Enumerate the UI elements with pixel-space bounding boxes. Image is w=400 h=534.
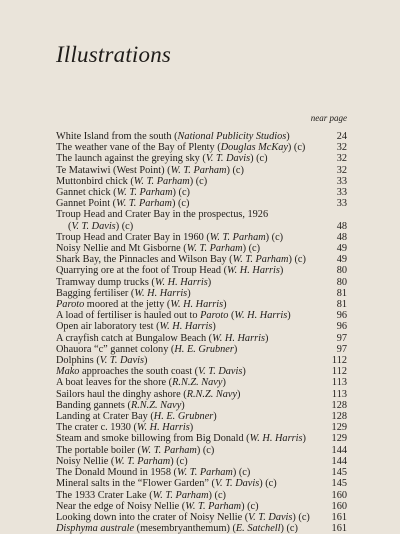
entry-caption	[56, 445, 214, 456]
entry-caption	[56, 176, 207, 187]
entry-caption	[56, 131, 290, 142]
entry-page-number: 161	[331, 523, 347, 534]
entry-page-number: 113	[331, 377, 347, 389]
caption-text: )	[286, 131, 290, 142]
entry-caption	[56, 142, 305, 153]
caption-text: ) (c)	[280, 523, 298, 534]
caption-text: )	[223, 299, 227, 311]
caption-text: ) (c)	[232, 467, 251, 479]
caption-text: Open air laboratory test (	[56, 321, 160, 333]
illustration-entry	[56, 243, 347, 254]
entry-page-number: 144	[331, 455, 347, 467]
italic-text: W. H. Harris	[227, 265, 280, 277]
italic-text: Paroto	[56, 299, 85, 311]
italic-text: W. H. Harris	[159, 321, 213, 333]
italic-text: V. T. Davis	[248, 511, 293, 523]
entry-page-number: 145	[331, 467, 347, 479]
illustrations-list	[56, 131, 347, 534]
illustration-entry	[56, 232, 347, 243]
caption-text: Te Matawiwi (West Point) (	[56, 164, 171, 176]
illustration-entry	[56, 366, 347, 377]
illustration-entry	[56, 153, 347, 164]
caption-text: Sailors haul the dinghy ashore (	[56, 388, 187, 400]
caption-text: )	[237, 388, 241, 400]
illustration-entry	[56, 288, 347, 299]
caption-text: )	[144, 355, 148, 367]
caption-text: ) (c)	[250, 153, 268, 165]
italic-text: V. T. Davis	[99, 355, 145, 367]
caption-text: ) (c)	[259, 478, 277, 490]
illustration-entry	[56, 377, 347, 388]
illustration-entry	[56, 433, 347, 444]
entry-caption	[56, 153, 268, 164]
illustration-entry	[56, 344, 347, 355]
illustration-entry	[56, 131, 347, 142]
entry-page-number: 113	[331, 388, 347, 400]
entry-page-number: 48	[336, 231, 347, 243]
caption-text: )	[222, 377, 226, 389]
italic-text: W. T. Parham	[176, 467, 233, 479]
caption-text: Gannet Point (	[56, 198, 117, 210]
illustration-entry	[56, 165, 347, 176]
entry-caption	[56, 501, 259, 512]
entry-caption	[56, 321, 216, 332]
illustration-entry	[56, 523, 347, 534]
entry-page-number	[343, 209, 347, 220]
italic-text: W. T. Parham	[170, 164, 227, 176]
caption-text: A boat leaves for the shore (	[56, 377, 173, 389]
italic-text: R.N.Z. Navy	[172, 377, 223, 389]
caption-text: Bagging fertiliser (	[56, 287, 135, 299]
italic-text: W. T. Parham	[133, 175, 190, 187]
illustration-entry	[56, 355, 347, 366]
entry-page-number: 81	[336, 299, 347, 311]
italic-text: H. E. Grubner	[174, 343, 234, 355]
entry-page-number: 33	[336, 175, 347, 187]
caption-text: The portable boiler (	[56, 444, 141, 456]
entry-caption	[56, 411, 217, 422]
caption-text: ) (c)	[171, 198, 190, 210]
illustration-entry	[56, 142, 347, 153]
entry-page-number: 96	[336, 310, 347, 322]
near-page-header: near page	[310, 113, 347, 123]
caption-text: The Donald Mound in 1958 (	[56, 467, 177, 479]
caption-text: White Island from the south (	[56, 131, 178, 142]
entry-page-number: 96	[336, 321, 347, 333]
caption-text: ) (c)	[170, 455, 188, 467]
illustration-entry	[56, 310, 347, 321]
caption-text: )	[212, 321, 216, 333]
entry-page-number: 129	[331, 422, 347, 434]
italic-text: V. T. Davis	[205, 153, 251, 165]
illustration-entry	[56, 198, 347, 209]
entry-page-number: 112	[331, 355, 347, 367]
entry-page-number: 48	[336, 220, 347, 232]
entry-caption	[56, 277, 211, 288]
italic-text: W. H. Harris	[212, 332, 265, 344]
entry-caption	[56, 221, 133, 232]
illustration-entry	[56, 333, 347, 344]
entry-page-number: 128	[331, 399, 347, 411]
entry-caption	[56, 456, 188, 467]
entry-caption	[56, 187, 190, 198]
illustration-entry	[56, 422, 347, 433]
italic-text: W. T. Parham	[186, 243, 243, 255]
italic-text: W. T. Parham	[114, 455, 171, 467]
italic-text: Paroto	[200, 310, 229, 322]
entry-caption	[56, 366, 246, 377]
caption-text: )	[187, 287, 191, 299]
entry-page-number: 112	[331, 366, 347, 378]
caption-text: )	[189, 422, 194, 434]
entry-page-number: 97	[336, 332, 347, 344]
entry-page-number: 80	[336, 276, 347, 288]
caption-text: )	[264, 332, 269, 344]
entry-caption	[56, 478, 277, 489]
entry-caption	[56, 344, 237, 355]
caption-text: Mineral salts in the “Flower Garden” (	[56, 478, 215, 490]
illustration-entry	[56, 321, 347, 332]
italic-text: W. T. Parham	[152, 489, 209, 501]
italic-text: Mako	[56, 366, 80, 378]
entry-page-number: 32	[336, 153, 347, 165]
illustration-entry	[56, 478, 347, 489]
entry-caption	[56, 433, 306, 444]
illustration-entry	[56, 221, 347, 232]
illustration-entry	[56, 400, 347, 411]
italic-text: W. T. Parham	[116, 187, 173, 199]
italic-text: W. H. Harris	[234, 310, 288, 322]
entry-page-number: 49	[336, 254, 347, 266]
entry-page-number: 32	[336, 164, 347, 176]
caption-text: ) (c)	[287, 142, 306, 154]
caption-text: Quarrying ore at the foot of Troup Head (	[56, 265, 228, 277]
entry-caption	[56, 288, 191, 299]
caption-text: Near the edge of Noisy Nellie (	[56, 500, 186, 512]
caption-text: ) (c)	[196, 444, 215, 456]
caption-text: moored at the jetty (	[84, 299, 171, 311]
caption-text: )	[279, 265, 284, 277]
caption-text: ) (c)	[208, 489, 226, 501]
entry-page-number: 33	[336, 187, 347, 199]
caption-text: ) (c)	[189, 175, 208, 187]
caption-text: ) (c)	[241, 500, 259, 512]
caption-text: A load of fertiliser is hauled out to	[56, 310, 201, 322]
illustration-entry	[56, 467, 347, 478]
caption-text: A crayfish catch at Bungalow Beach (	[56, 332, 213, 344]
illustration-entry	[56, 445, 347, 456]
entry-page-number: 97	[336, 343, 347, 355]
entry-caption	[56, 243, 260, 254]
entry-caption	[56, 400, 185, 411]
illustration-entry	[56, 512, 347, 523]
entry-caption	[56, 523, 298, 534]
entry-page-number: 161	[331, 511, 347, 523]
illustration-entry	[56, 299, 347, 310]
caption-text: ) (c)	[242, 243, 261, 255]
caption-text: Noisy Nellie and Mt Gisborne (	[56, 243, 187, 255]
italic-text: W. T. Parham	[209, 231, 266, 243]
caption-text: ) (c)	[172, 187, 190, 199]
illustration-entry	[56, 277, 347, 288]
caption-text: Muttonbird chick (	[56, 175, 134, 187]
caption-text: Troup Head and Crater Bay in the prospectus, 1926	[56, 209, 269, 221]
italic-text: R.N.Z. Navy	[130, 399, 182, 411]
italic-text: W. T. Parham	[185, 500, 242, 512]
entry-caption	[56, 467, 250, 478]
entry-caption	[56, 377, 226, 388]
page-title: Illustrations	[56, 42, 172, 67]
illustration-entry	[56, 456, 347, 467]
caption-text: )	[207, 276, 212, 288]
caption-text: Steam and smoke billowing from Big Donald (	[56, 433, 250, 445]
entry-page-number: 24	[336, 131, 347, 142]
caption-text: The launch against the greying sky (	[56, 153, 206, 165]
entry-caption	[56, 389, 240, 400]
italic-text: V. T. Davis	[214, 478, 260, 490]
entry-page-number: 33	[336, 198, 347, 210]
caption-text: ) (c)	[292, 511, 310, 523]
illustration-entry	[56, 490, 347, 501]
caption-text: Banding gannets (	[56, 399, 131, 411]
entry-page-number: 32	[336, 142, 347, 154]
caption-text: Looking down into the crater of Noisy Nellie (	[56, 511, 249, 523]
entry-caption	[56, 299, 227, 310]
caption-text: ) (c)	[265, 231, 284, 243]
italic-text: E. Satchell	[235, 523, 281, 534]
caption-text: )	[242, 366, 246, 378]
italic-text: W. T. Parham	[140, 444, 197, 456]
entry-caption	[56, 254, 306, 265]
italic-text: H. E. Grubner	[153, 411, 214, 423]
illustration-entry	[56, 411, 347, 422]
entry-page-number: 81	[336, 287, 347, 299]
italic-text: Disphyma australe	[56, 523, 135, 534]
italic-text: Douglas McKay	[220, 142, 288, 154]
caption-text: )	[287, 310, 291, 322]
entry-caption	[56, 333, 268, 344]
caption-text: ) (c)	[288, 254, 306, 266]
entry-caption	[56, 310, 291, 321]
caption-text: (	[68, 220, 72, 232]
italic-text: W. T. Parham	[232, 254, 289, 266]
caption-text: Shark Bay, the Pinnacles and Wilson Bay (	[56, 254, 233, 266]
illustration-entry	[56, 254, 347, 265]
italic-text: R.N.Z. Navy	[186, 388, 238, 400]
entry-caption	[56, 165, 244, 176]
entry-caption	[56, 512, 310, 523]
entry-page-number: 128	[331, 411, 347, 423]
entry-page-number: 160	[331, 500, 347, 512]
italic-text: National Publicity Studios	[177, 131, 287, 142]
entry-page-number: 80	[336, 265, 347, 277]
entry-caption	[56, 490, 226, 501]
caption-text: (	[228, 310, 235, 322]
caption-text: Ohauora “c” gannet colony (	[56, 343, 175, 355]
illustration-entry	[56, 265, 347, 276]
entry-page-number: 145	[331, 478, 347, 490]
italic-text: W. H. Harris	[134, 287, 188, 299]
caption-text: The crater c. 1930 (	[56, 422, 137, 434]
caption-text: )	[233, 343, 238, 355]
illustration-entry	[56, 501, 347, 512]
italic-text: W. H. Harris	[249, 433, 303, 445]
entry-page-number: 144	[331, 444, 347, 456]
caption-text: (mesembryanthemum) (	[134, 523, 236, 534]
caption-text: The 1933 Crater Lake (	[56, 489, 153, 501]
entry-caption	[56, 198, 189, 209]
italic-text: W. H. Harris	[154, 276, 208, 288]
italic-text: W. H. Harris	[170, 299, 224, 311]
entry-caption	[56, 265, 283, 276]
caption-text: approaches the south coast (	[79, 366, 199, 378]
caption-text: Tramway dump trucks (	[56, 276, 155, 288]
caption-text: ) (c)	[226, 164, 244, 176]
entry-caption	[56, 355, 147, 366]
caption-text: Troup Head and Crater Bay in 1960 (	[56, 231, 210, 243]
italic-text: W. T. Parham	[116, 198, 172, 210]
illustration-entry	[56, 176, 347, 187]
italic-text: W. H. Harris	[136, 422, 190, 434]
entry-page-number: 160	[331, 489, 347, 501]
entry-page-number: 129	[331, 433, 347, 445]
caption-text: )	[302, 433, 306, 445]
illustration-entry	[56, 187, 347, 198]
caption-text: ) (c)	[115, 220, 134, 232]
entry-caption	[56, 232, 283, 243]
caption-text: )	[213, 411, 217, 423]
italic-text: V. T. Davis	[71, 220, 116, 232]
entry-caption	[56, 422, 193, 433]
entry-page-number: 49	[336, 243, 347, 255]
caption-text: Gannet chick (	[56, 187, 117, 199]
illustration-entry	[56, 389, 347, 400]
caption-text: Landing at Crater Bay (	[56, 411, 154, 423]
caption-text: )	[181, 399, 185, 411]
entry-caption	[56, 209, 268, 220]
caption-text: Noisy Nellie (	[56, 455, 115, 467]
caption-text: The weather vane of the Bay of Plenty (	[56, 142, 221, 154]
caption-text: Dolphins (	[56, 355, 100, 367]
italic-text: V. T. Davis	[198, 366, 243, 378]
illustration-entry	[56, 209, 347, 220]
